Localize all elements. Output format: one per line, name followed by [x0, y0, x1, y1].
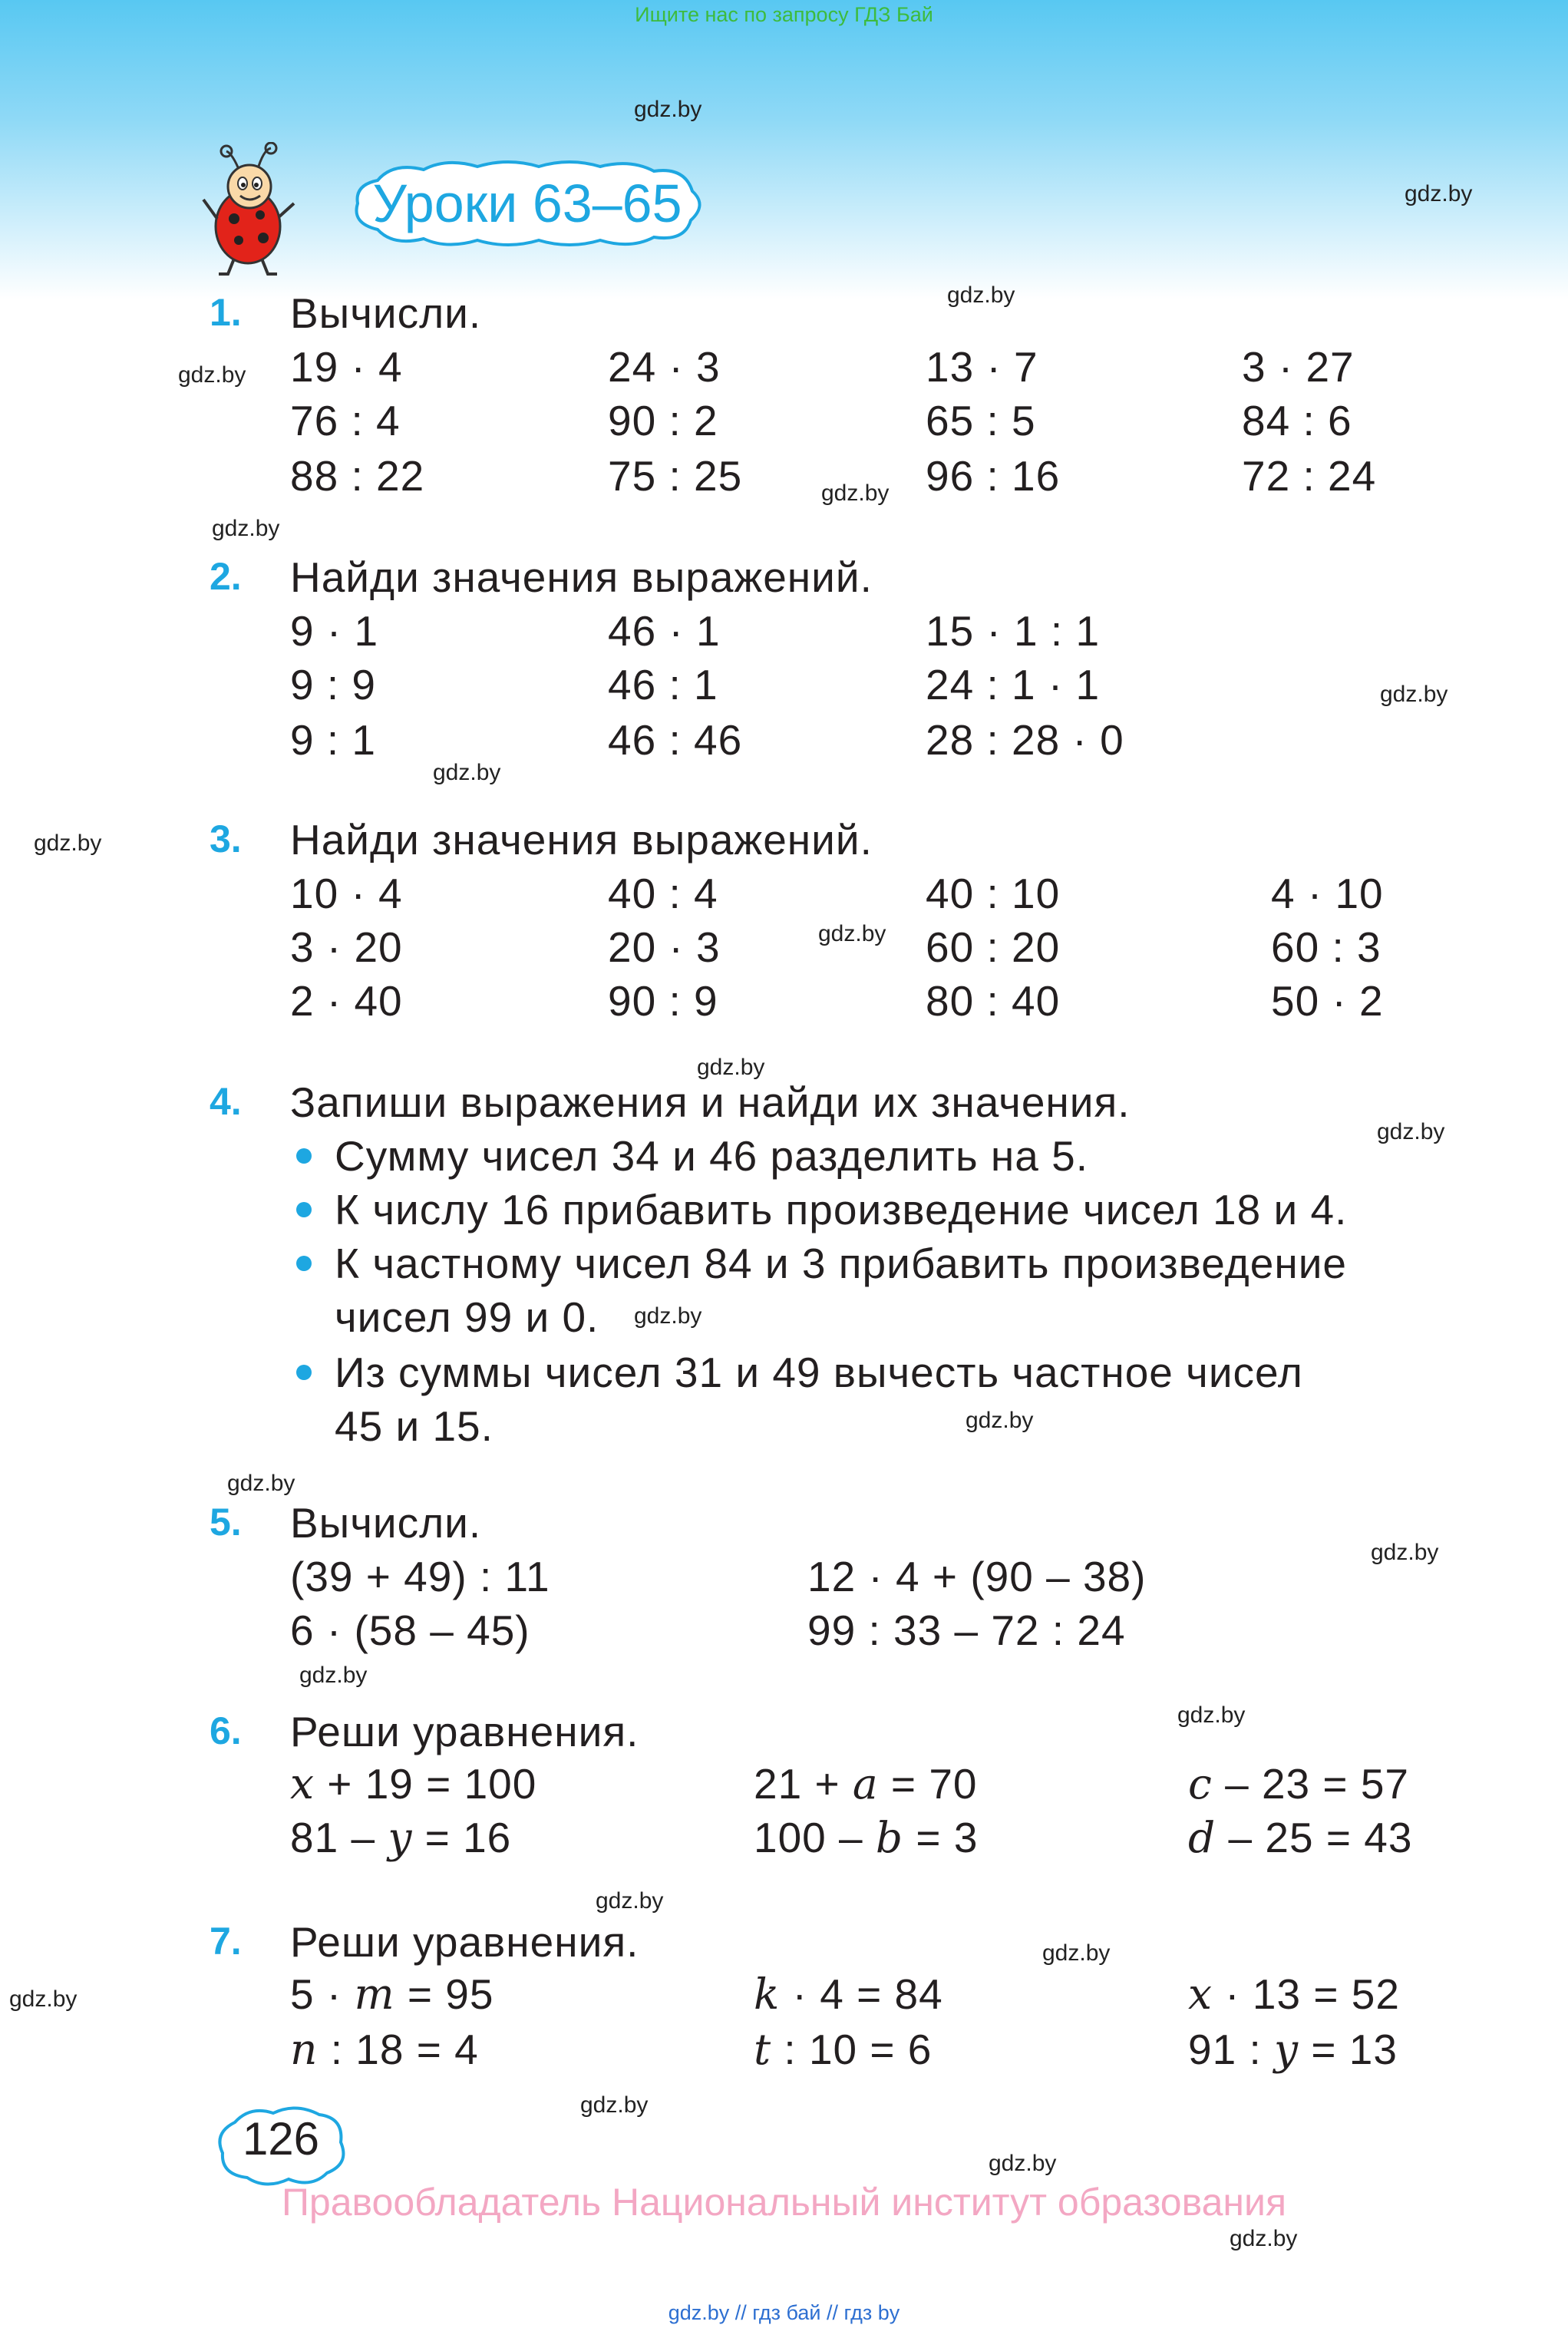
footer-links[interactable]: gdz.by // гдз бай // гдз by — [668, 2301, 900, 2324]
watermark: gdz.by — [1405, 181, 1473, 206]
equation: 5 · m = 95 — [290, 1970, 494, 2019]
watermark: gdz.by — [1177, 1702, 1246, 1728]
page-number: 126 — [242, 2113, 320, 2165]
expression: 20 · 3 — [608, 923, 721, 971]
task-6-number: 6. — [210, 1709, 242, 1752]
equation: c – 23 = 57 — [1188, 1759, 1409, 1808]
task-2-number: 2. — [210, 555, 242, 598]
equation: n : 18 = 4 — [290, 2025, 479, 2074]
task-3-title: Найди значения выражений. — [290, 816, 873, 864]
watermark: gdz.by — [9, 1986, 78, 2012]
task-4-item: К числу 16 прибавить произведение чисел 18 и 4. — [335, 1186, 1348, 1233]
equation: 21 + a = 70 — [754, 1759, 978, 1808]
task-1-number: 1. — [210, 291, 242, 334]
watermark: gdz.by — [947, 282, 1015, 308]
top-note: Ищите нас по запросу ГДЗ Бай — [635, 3, 933, 26]
task-4-item-cont: чисел 99 и 0. — [335, 1293, 599, 1341]
expression: 46 : 46 — [608, 716, 743, 764]
watermark: gdz.by — [580, 2092, 649, 2118]
expression: 12 · 4 + (90 – 38) — [807, 1553, 1147, 1600]
task-5-title: Вычисли. — [290, 1499, 482, 1547]
watermark: gdz.by — [697, 1055, 765, 1080]
watermark: gdz.by — [1230, 2226, 1298, 2251]
expression: 75 : 25 — [608, 452, 743, 500]
task-4-item: К частному чисел 84 и 3 прибавить произведение — [335, 1240, 1348, 1287]
expression: 9 : 1 — [290, 716, 377, 764]
bullet-icon — [296, 1256, 312, 1271]
watermark: gdz.by — [1380, 682, 1448, 707]
task-5-number: 5. — [210, 1501, 242, 1544]
watermark: gdz.by — [966, 1408, 1034, 1433]
equation: 91 : y = 13 — [1188, 2025, 1398, 2074]
expression: 19 · 4 — [290, 343, 403, 391]
expression: 80 : 40 — [926, 977, 1061, 1025]
watermark: gdz.by — [212, 516, 280, 541]
task-7-number: 7. — [210, 1920, 242, 1963]
watermark: gdz.by — [634, 1303, 702, 1329]
expression: 84 : 6 — [1242, 397, 1352, 444]
expression: 9 : 9 — [290, 661, 377, 708]
task-2-title: Найди значения выражений. — [290, 553, 873, 601]
expression: 9 · 1 — [290, 607, 379, 655]
watermark: gdz.by — [596, 1888, 664, 1914]
watermark: gdz.by — [34, 831, 102, 856]
expression: 3 · 20 — [290, 923, 403, 971]
task-4-title: Запиши выражения и найди их значения. — [290, 1078, 1131, 1126]
expression: 88 : 22 — [290, 452, 425, 500]
expression: 40 : 10 — [926, 870, 1061, 917]
equation: t : 10 = 6 — [754, 2025, 933, 2074]
watermark: gdz.by — [989, 2151, 1057, 2176]
expression: 3 · 27 — [1242, 343, 1355, 391]
equation: k · 4 = 84 — [754, 1970, 943, 2019]
equation: x + 19 = 100 — [290, 1759, 537, 1808]
expression: 60 : 20 — [926, 923, 1061, 971]
task-1-title: Вычисли. — [290, 289, 482, 337]
equation: 81 – y = 16 — [290, 1813, 512, 1862]
bullet-icon — [296, 1148, 312, 1164]
copyright-notice: Правообладатель Национальный институт образования — [281, 2181, 1287, 2224]
task-6-title: Реши уравнения. — [290, 1708, 639, 1755]
equation: d – 25 = 43 — [1188, 1813, 1413, 1862]
expression: 90 : 2 — [608, 397, 718, 444]
equation: 100 – b = 3 — [754, 1813, 979, 1862]
task-4-number: 4. — [210, 1080, 242, 1123]
watermark: gdz.by — [178, 362, 246, 388]
task-4-item-cont: 45 и 15. — [335, 1402, 494, 1450]
watermark: gdz.by — [634, 97, 702, 122]
watermark: gdz.by — [299, 1663, 368, 1688]
expression: 46 : 1 — [608, 661, 718, 708]
expression: 99 : 33 – 72 : 24 — [807, 1607, 1126, 1654]
watermark: gdz.by — [1042, 1940, 1111, 1966]
expression: 10 · 4 — [290, 870, 403, 917]
expression: 76 : 4 — [290, 397, 401, 444]
expression: 4 · 10 — [1271, 870, 1384, 917]
expression: 72 : 24 — [1242, 452, 1377, 500]
task-7-title: Реши уравнения. — [290, 1918, 639, 1966]
page-title: Уроки 63–65 — [372, 173, 682, 233]
bullet-icon — [296, 1202, 312, 1217]
expression: 65 : 5 — [926, 397, 1036, 444]
expression: 50 · 2 — [1271, 977, 1384, 1025]
expression: (39 + 49) : 11 — [290, 1553, 550, 1600]
ladybug-icon — [196, 142, 303, 280]
expression: 28 : 28 · 0 — [926, 716, 1124, 764]
watermark: gdz.by — [227, 1471, 295, 1496]
bullet-icon — [296, 1365, 312, 1380]
expression: 24 · 3 — [608, 343, 721, 391]
watermark: gdz.by — [433, 760, 501, 785]
task-4-item: Из суммы чисел 31 и 49 вычесть частное чисел — [335, 1349, 1303, 1396]
expression: 60 : 3 — [1271, 923, 1381, 971]
watermark: gdz.by — [821, 480, 890, 506]
watermark: gdz.by — [818, 921, 886, 946]
expression: 96 : 16 — [926, 452, 1061, 500]
task-3-number: 3. — [210, 817, 242, 860]
expression: 13 · 7 — [926, 343, 1038, 391]
watermark: gdz.by — [1371, 1540, 1439, 1565]
expression: 24 : 1 · 1 — [926, 661, 1101, 708]
watermark: gdz.by — [1377, 1119, 1445, 1144]
equation: x · 13 = 52 — [1188, 1970, 1400, 2019]
expression: 90 : 9 — [608, 977, 718, 1025]
expression: 2 · 40 — [290, 977, 403, 1025]
task-4-item: Сумму чисел 34 и 46 разделить на 5. — [335, 1132, 1089, 1180]
expression: 40 : 4 — [608, 870, 718, 917]
expression: 6 · (58 – 45) — [290, 1607, 530, 1654]
expression: 46 · 1 — [608, 607, 721, 655]
expression: 15 · 1 : 1 — [926, 607, 1101, 655]
